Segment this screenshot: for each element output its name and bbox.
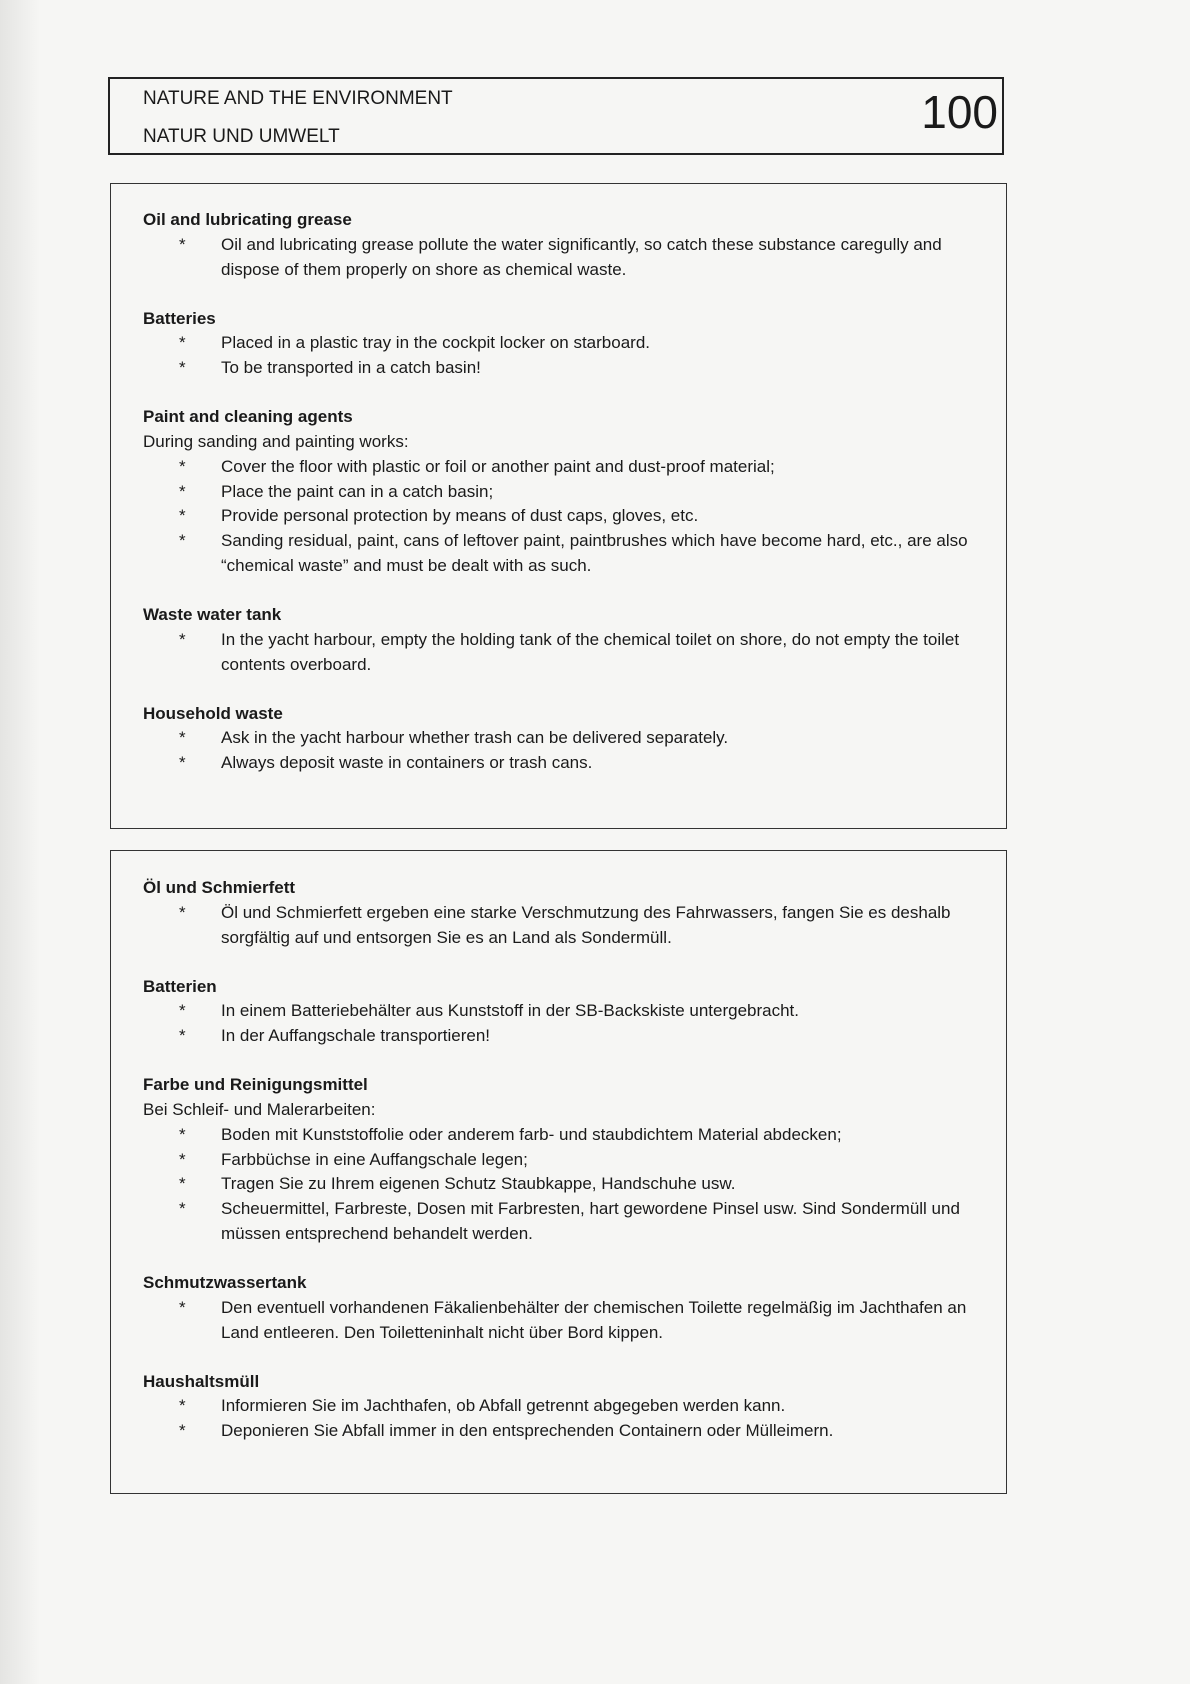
section-title: Waste water tank [143,604,282,624]
bullet-text: Place the paint can in a catch basin; [221,481,494,501]
bullet-star-icon: * [179,1297,186,1317]
section-intro: Bei Schleif- und Malerarbeiten: [143,1099,376,1119]
section-title: Haushaltsmüll [143,1371,260,1391]
bullet-star-icon: * [179,358,186,378]
bullet-text: Boden mit Kunststoffolie oder anderem farb- und staubdichtem Material abdecken; [221,1124,842,1144]
bullet-star-icon: * [179,1174,186,1194]
bullet-star-icon: * [179,1149,186,1169]
bullet-text: Scheuermittel, Farbreste, Dosen mit Farbresten, hart gewordene Pinsel usw. Sind Sondermüll und müssen entsprechend behandelt werden. [221,1199,960,1243]
bullet-item [143,1024,976,1049]
bullet-text: In der Auffangschale transportieren! [221,1026,491,1046]
bullet-star-icon: * [179,728,186,748]
bullet-text: Ask in the yacht harbour whether trash can be delivered separately. [221,728,729,748]
bullet-star-icon: * [179,629,186,649]
document-section [143,603,976,677]
bullet-text: In einem Batteriebehälter aus Kunststoff in der SB-Backskiste untergebracht. [221,1001,799,1021]
bullet-text: Deponieren Sie Abfall immer in den entsprechenden Containern oder Mülleimern. [221,1421,834,1441]
bullet-text: Tragen Sie zu Ihrem eigenen Schutz Staubkappe, Handschuhe usw. [221,1174,736,1194]
document-section [143,702,976,776]
bullet-star-icon: * [179,753,186,773]
section-intro: During sanding and painting works: [143,431,409,451]
section-title: Farbe und Reinigungsmittel [143,1075,368,1095]
bullet-item [143,1197,976,1247]
document-section [143,876,976,950]
section-title: Batteries [143,308,216,328]
bullet-text: Den eventuell vorhandenen Fäkalienbehälter der chemischen Toilette regelmäßig im Jachthafen an Land entleeren. Den Toiletteninhalt nicht über Bord kippen. [221,1297,967,1342]
german-content-box [110,850,1007,1494]
bullet-star-icon: * [179,456,186,476]
bullet-item [143,1148,976,1173]
bullet-text: Sanding residual, paint, cans of leftover paint, paintbrushes which have become hard, etc., are also “chemical waste” and must be dealt with as such. [221,531,968,575]
bullet-star-icon: * [179,506,186,526]
bullet-text: Oil and lubricating grease pollute the water significantly, so catch these substance caregully and dispose of them properly on shore as chemical waste. [221,234,942,279]
bullet-text: Placed in a plastic tray in the cockpit locker on starboard. [221,333,650,353]
bullet-star-icon: * [179,1396,186,1416]
bullet-item [143,751,976,776]
bullet-text: Farbbüchse in eine Auffangschale legen; [221,1149,528,1169]
bullet-star-icon: * [179,481,186,501]
document-section [143,1271,976,1345]
document-section [143,975,976,1049]
section-title: Schmutzwassertank [143,1272,307,1292]
bullet-text: Provide personal protection by means of dust caps, gloves, etc. [221,506,699,526]
bullet-star-icon: * [179,333,186,353]
bullet-text: Öl und Schmierfett ergeben eine starke Verschmutzung des Fahrwassers, fangen Sie es deshalb sorgfältig auf und entsorgen Sie es an Land als Sondermüll. [221,902,951,947]
document-section [143,307,976,381]
section-title: Oil and lubricating grease [143,210,352,229]
page-header [108,77,1004,155]
bullet-item [143,331,976,356]
bullet-item [143,1123,976,1148]
bullet-item [143,356,976,381]
bullet-item [143,529,976,579]
bullet-text: Always deposit waste in containers or trash cans. [221,753,593,773]
bullet-item [143,504,976,529]
bullet-item [143,726,976,751]
bullet-star-icon: * [179,1199,186,1219]
section-title: Paint and cleaning agents [143,407,353,427]
bullet-text: Informieren Sie im Jachthafen, ob Abfall getrennt abgegeben werden kann. [221,1396,786,1416]
section-title: Batterien [143,976,217,996]
bullet-item [143,480,976,505]
english-content-box [110,183,1007,829]
bullet-star-icon: * [179,531,186,551]
header-title-english: NATURE AND THE ENVIRONMENT [143,88,453,109]
bullet-item [143,233,976,283]
bullet-star-icon: * [179,902,186,922]
bullet-text: To be transported in a catch basin! [221,358,481,378]
document-section [143,208,976,282]
bullet-star-icon: * [179,1026,186,1046]
header-title-german: NATUR UND UMWELT [143,126,340,147]
bullet-item [143,455,976,480]
section-title: Household waste [143,703,283,723]
bullet-item [143,1394,976,1419]
bullet-item [143,1419,976,1444]
document-section [143,405,976,579]
bullet-item [143,1296,976,1346]
document-section [143,1370,976,1444]
bullet-text: In the yacht harbour, empty the holding tank of the chemical toilet on shore, do not empty the toilet contents overboard. [221,629,960,674]
bullet-star-icon: * [179,1421,186,1441]
bullet-text: Cover the floor with plastic or foil or another paint and dust-proof material; [221,456,775,476]
bullet-item [143,628,976,678]
scan-edge-shadow [0,0,40,1684]
bullet-star-icon: * [179,234,186,254]
bullet-item [143,901,976,951]
bullet-item [143,1172,976,1197]
bullet-star-icon: * [179,1124,186,1144]
bullet-star-icon: * [179,1001,186,1021]
page-number: 100 [921,86,998,138]
section-title: Öl und Schmierfett [143,878,296,897]
bullet-item [143,999,976,1024]
document-section [143,1073,976,1247]
